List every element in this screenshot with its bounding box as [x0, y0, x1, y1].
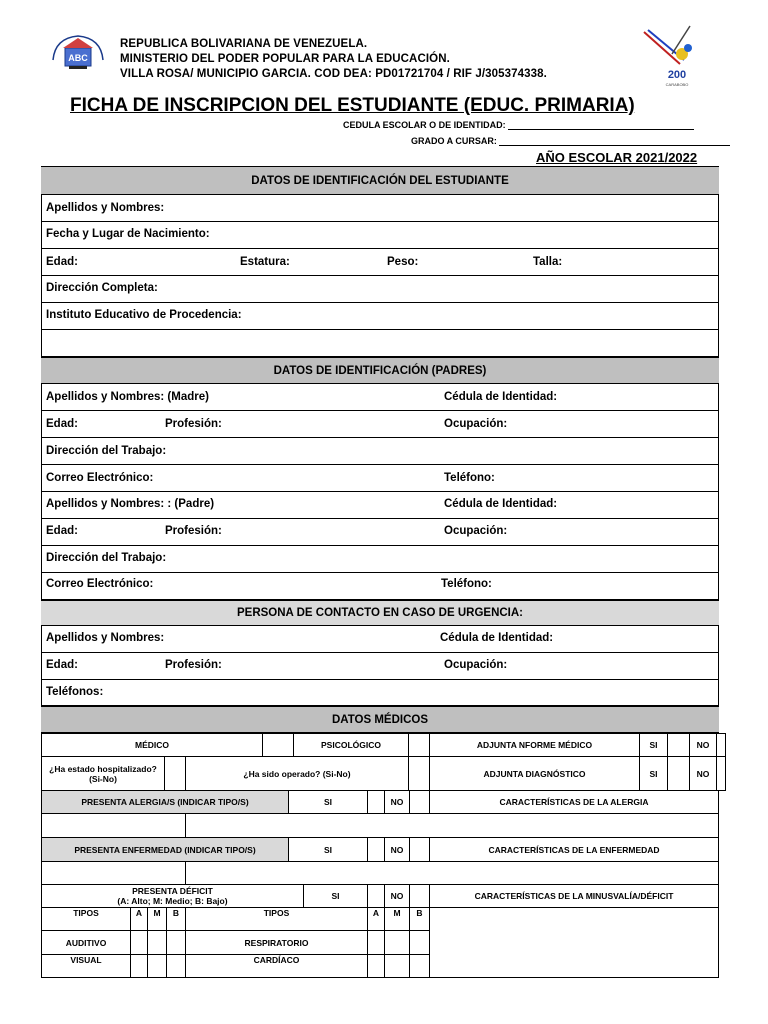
- medico-check[interactable]: [262, 733, 294, 757]
- car-deficit-area[interactable]: [429, 907, 719, 978]
- header-line-3: VILLA ROSA/ MUNICIPIO GARCIA. COD DEA: PD01721704 / RIF J/305374338.: [120, 68, 547, 80]
- label-contacto-ocupacion: Ocupación:: [444, 659, 508, 671]
- header-line-1: REPUBLICA BOLIVARIANA DE VENEZUELA.: [120, 38, 368, 50]
- header-line-2: MINISTERIO DEL PODER POPULAR PARA LA EDUCACIÓN.: [120, 53, 450, 65]
- page-title: FICHA DE INSCRIPCION DEL ESTUDIANTE (EDUC. PRIMARIA): [70, 95, 635, 116]
- row-padre[interactable]: [41, 492, 719, 519]
- col-b-left: B: [166, 907, 186, 931]
- deficit-no-label: NO: [384, 884, 410, 908]
- label-correo-madre: Correo Electrónico:: [46, 472, 154, 484]
- enfermedad-si-label: SI: [288, 837, 368, 862]
- car-enfermedad-label: CARACTERÍSTICAS DE LA ENFERMEDAD: [429, 837, 719, 862]
- respiratorio-a[interactable]: [367, 930, 385, 955]
- diagnostico-si-label: SI: [639, 756, 668, 791]
- cardiaco-a[interactable]: [367, 954, 385, 978]
- col-m-right: M: [384, 907, 410, 931]
- enfermedad-no-check[interactable]: [409, 837, 430, 862]
- enfermedad-no-label: NO: [384, 837, 410, 862]
- label-cedula-padre: Cédula de Identidad:: [444, 498, 558, 510]
- logo-carabobo-text: CARABOBO: [665, 82, 689, 87]
- adjunta-diagnostico-label: ADJUNTA DIAGNÓSTICO: [429, 756, 640, 791]
- row-contacto-edad[interactable]: [41, 653, 719, 680]
- auditivo-b[interactable]: [166, 930, 186, 955]
- label-apellidos: Apellidos y Nombres:: [46, 202, 165, 214]
- school-logo: [45, 30, 111, 76]
- section-padres: DATOS DE IDENTIFICACIÓN (PADRES): [41, 357, 719, 384]
- cardiaco-m[interactable]: [384, 954, 410, 978]
- respiratorio-label: RESPIRATORIO: [185, 930, 368, 955]
- label-direccion: Dirección Completa:: [46, 282, 158, 294]
- row-apellidos-estudiante[interactable]: [41, 195, 719, 222]
- auditivo-m[interactable]: [147, 930, 167, 955]
- respiratorio-b[interactable]: [409, 930, 430, 955]
- visual-b[interactable]: [166, 954, 186, 978]
- section-medicos: DATOS MÉDICOS: [41, 706, 719, 733]
- auditivo-label: AUDITIVO: [41, 930, 131, 955]
- logo-abc-text: ABC: [68, 53, 88, 63]
- operado-label: ¿Ha sido operado? (Si-No): [185, 756, 409, 791]
- label-ocupacion-madre: Ocupación:: [444, 418, 508, 430]
- label-edad-padre: Edad:: [46, 525, 78, 537]
- hospitalizado-label: ¿Ha estado hospitalizado? (Si-No): [41, 756, 165, 791]
- label-padre: Apellidos y Nombres: : (Padre): [46, 498, 215, 510]
- label-profesion-madre: Profesión:: [165, 418, 222, 430]
- label-estatura: Estatura:: [240, 256, 290, 268]
- car-alergia-label: CARACTERÍSTICAS DE LA ALERGIA: [429, 790, 719, 814]
- deficit-subtitle: (A: Alto; M: Medio; B: Bajo): [117, 896, 228, 906]
- grado-label: GRADO A CURSAR:: [411, 136, 497, 146]
- label-ocupacion-padre: Ocupación:: [444, 525, 508, 537]
- label-trabajo-padre: Dirección del Trabajo:: [46, 552, 167, 564]
- alergia-tipo-b[interactable]: [185, 813, 719, 838]
- label-contacto-profesion: Profesión:: [165, 659, 222, 671]
- grado-line: [499, 136, 730, 146]
- deficit-no-check[interactable]: [409, 884, 430, 908]
- cedula-escolar-field[interactable]: [343, 120, 694, 130]
- label-instituto: Instituto Educativo de Procedencia:: [46, 309, 242, 321]
- diagnostico-no-check[interactable]: [716, 756, 726, 791]
- anio-escolar: AÑO ESCOLAR 2021/2022: [536, 150, 698, 165]
- cardiaco-b[interactable]: [409, 954, 430, 978]
- enfermedad-label: PRESENTA ENFERMEDAD (INDICAR TIPO/S): [41, 837, 289, 862]
- row-padre-correo[interactable]: [41, 573, 719, 600]
- alergia-si-label: SI: [288, 790, 368, 814]
- alergia-no-check[interactable]: [409, 790, 430, 814]
- psicologico-check[interactable]: [408, 733, 430, 757]
- alergia-label: PRESENTA ALERGIA/S (INDICAR TIPO/S): [41, 790, 289, 814]
- row-direccion[interactable]: [41, 276, 719, 303]
- tipos-header-right: TIPOS: [185, 907, 368, 931]
- label-edad: Edad:: [46, 256, 78, 268]
- label-cedula-madre: Cédula de Identidad:: [444, 391, 558, 403]
- label-contacto-cedula: Cédula de Identidad:: [440, 632, 554, 644]
- label-edad-madre: Edad:: [46, 418, 78, 430]
- grado-field[interactable]: [411, 136, 730, 146]
- hospitalizado-check[interactable]: [164, 756, 186, 791]
- diagnostico-no-label: NO: [689, 756, 717, 791]
- alergia-si-check[interactable]: [367, 790, 385, 814]
- cardiaco-label: CARDÍACO: [185, 954, 368, 978]
- row-blank[interactable]: [41, 330, 719, 357]
- label-contacto-telefonos: Teléfonos:: [46, 686, 104, 698]
- informe-si-check[interactable]: [667, 733, 690, 757]
- label-profesion-padre: Profesión:: [165, 525, 222, 537]
- col-a-right: A: [367, 907, 385, 931]
- deficit-si-check[interactable]: [367, 884, 385, 908]
- bicentennial-logo: [632, 24, 714, 92]
- enfermedad-tipo-a[interactable]: [41, 861, 186, 885]
- row-madre[interactable]: [41, 384, 719, 411]
- row-padre-edad[interactable]: [41, 519, 719, 546]
- row-madre-edad[interactable]: [41, 411, 719, 438]
- cedula-escolar-line: [508, 120, 694, 130]
- car-deficit-label: CARACTERÍSTICAS DE LA MINUSVALÍA/DÉFICIT: [429, 884, 719, 908]
- cedula-escolar-label: CEDULA ESCOLAR O DE IDENTIDAD:: [343, 120, 506, 130]
- col-a-left: A: [130, 907, 148, 931]
- psicologico-label: PSICOLÓGICO: [293, 733, 409, 757]
- label-contacto-apellidos: Apellidos y Nombres:: [46, 632, 165, 644]
- label-talla: Talla:: [533, 256, 563, 268]
- row-instituto[interactable]: [41, 303, 719, 330]
- visual-a[interactable]: [130, 954, 148, 978]
- deficit-si-label: SI: [303, 884, 368, 908]
- label-telefono-padre: Teléfono:: [441, 578, 492, 590]
- col-b-right: B: [409, 907, 430, 931]
- visual-label: VISUAL: [41, 954, 131, 978]
- deficit-title: PRESENTA DÉFICIT: [132, 886, 213, 896]
- informe-si-label: SI: [639, 733, 668, 757]
- row-padre-trabajo[interactable]: [41, 546, 719, 573]
- medico-label: MÉDICO: [41, 733, 263, 757]
- visual-m[interactable]: [147, 954, 167, 978]
- alergia-tipo-a[interactable]: [41, 813, 186, 838]
- respiratorio-m[interactable]: [384, 930, 410, 955]
- alergia-no-label: NO: [384, 790, 410, 814]
- row-contacto[interactable]: [41, 626, 719, 653]
- row-contacto-telefonos[interactable]: [41, 680, 719, 706]
- enfermedad-tipo-b[interactable]: [185, 861, 719, 885]
- row-madre-trabajo[interactable]: [41, 438, 719, 465]
- col-m-left: M: [147, 907, 167, 931]
- label-fecha: Fecha y Lugar de Nacimiento:: [46, 228, 210, 240]
- row-madre-correo[interactable]: [41, 465, 719, 492]
- row-fecha-nacimiento[interactable]: [41, 222, 719, 249]
- tipos-header-left: TIPOS: [41, 907, 131, 931]
- logo-200-text: 200: [667, 69, 687, 81]
- informe-no-label: NO: [689, 733, 717, 757]
- label-madre: Apellidos y Nombres: (Madre): [46, 391, 209, 403]
- row-edad-estatura[interactable]: [41, 249, 719, 276]
- label-correo-padre: Correo Electrónico:: [46, 578, 154, 590]
- informe-no-check[interactable]: [716, 733, 726, 757]
- operado-check[interactable]: [408, 756, 430, 791]
- label-trabajo-madre: Dirección del Trabajo:: [46, 445, 167, 457]
- deficit-label: [41, 884, 304, 908]
- auditivo-a[interactable]: [130, 930, 148, 955]
- adjunta-informe-label: ADJUNTA NFORME MÉDICO: [429, 733, 640, 757]
- section-contacto: PERSONA DE CONTACTO EN CASO DE URGENCIA:: [41, 600, 719, 626]
- label-telefono-madre: Teléfono:: [444, 472, 495, 484]
- enfermedad-si-check[interactable]: [367, 837, 385, 862]
- section-estudiante: DATOS DE IDENTIFICACIÓN DEL ESTUDIANTE: [41, 166, 719, 195]
- label-contacto-edad: Edad:: [46, 659, 78, 671]
- diagnostico-si-check[interactable]: [667, 756, 690, 791]
- label-peso: Peso:: [387, 256, 419, 268]
